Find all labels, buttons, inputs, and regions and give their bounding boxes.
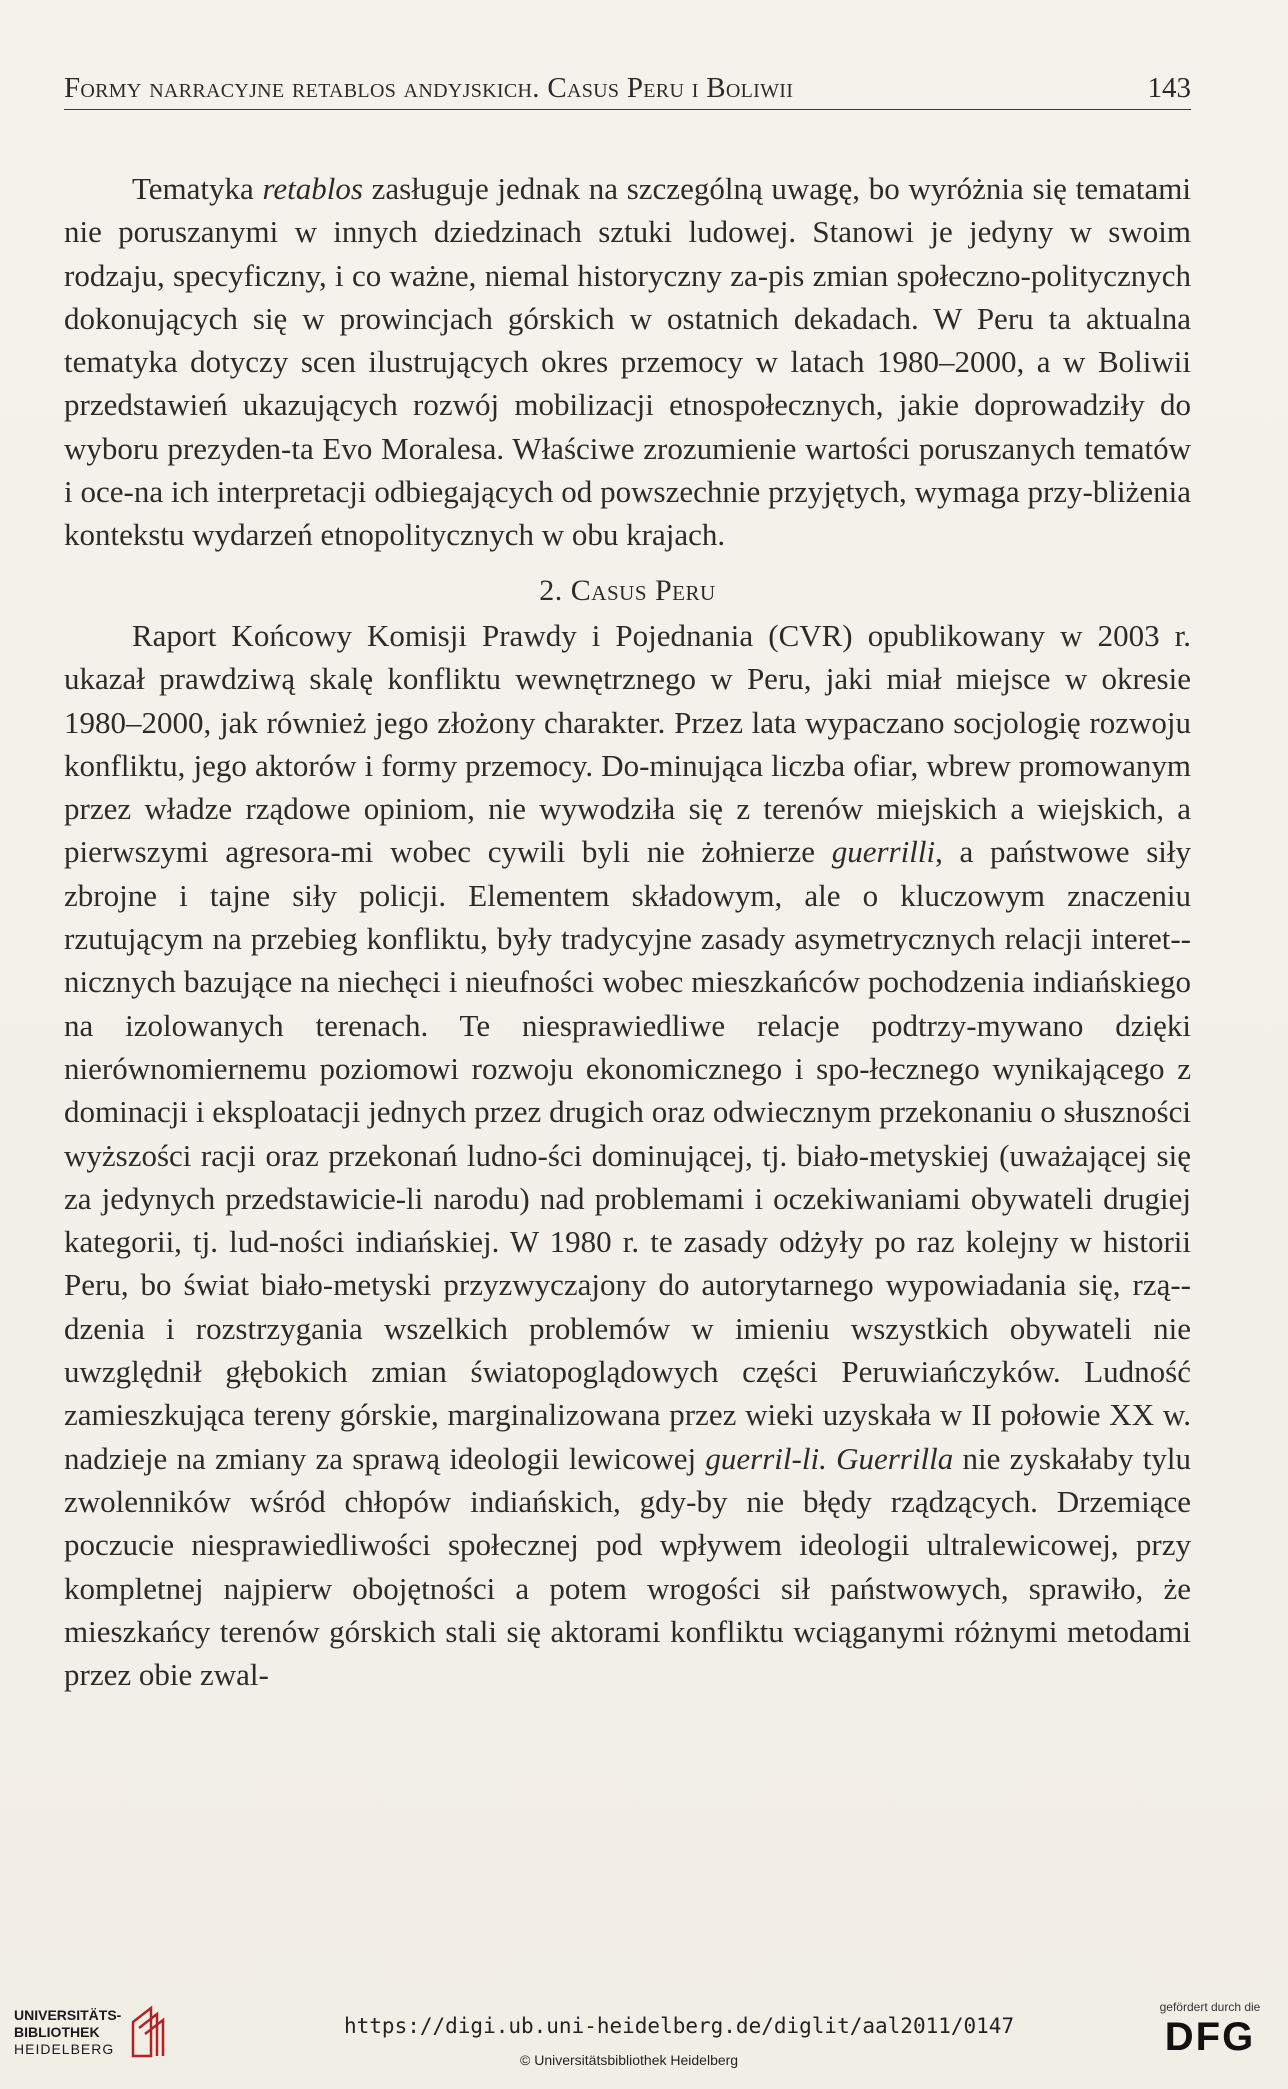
dfg-logo xyxy=(1145,2000,1275,2060)
running-title: Formy narracyjne retablos andyjskich. Casus Peru i Boliwii xyxy=(64,72,794,104)
section-heading: 2. Casus Peru xyxy=(539,573,716,607)
digitization-footer xyxy=(0,1990,1288,2089)
page-number: 143 xyxy=(1147,72,1191,104)
paragraph-intro xyxy=(64,167,1191,557)
library-mark-icon xyxy=(127,2004,167,2060)
library-name-line-2: BIBLIOTHEK xyxy=(14,2023,100,2040)
paragraph-peru-italic-2: guerril-li. Guerrilla xyxy=(705,1440,954,1476)
library-name xyxy=(14,2007,121,2058)
paragraph-peru xyxy=(64,614,1191,1696)
running-header xyxy=(64,72,1191,110)
paragraph-peru-text-3: nie zyskałaby tylu zwolenników wśród chłopów indiańskich, gdy-by nie błędy rządzących. Drzemiące poczucie niesprawiedliwości społecznej pod wpływem ideologii ultralewicowej, przy kompletnej najpierw obojętności a potem wrogości sił państwowych, sprawiło, że mieszkańcy terenów górskich stali się aktorami konfliktu wciąganymi różnymi metodami przez obie zwal- xyxy=(64,1440,1191,1693)
library-logo xyxy=(14,2004,167,2060)
library-name-line-3: HEIDELBERG xyxy=(14,2040,115,2057)
copyright-notice: © Universitätsbibliothek Heidelberg xyxy=(520,2052,739,2068)
paragraph-peru-text-2: , a państwowe siły zbrojne i tajne siły policji. Elementem składowym, ale o kluczowym znaczeniu rzutującym na przebieg konfliktu, były tradycyjne zasady asymetrycznych relacji interet-nicznych bazujące na niechęci i nieufności wobec mieszkańców pochodzenia indiańskiego na izolowanych terenach. Te niesprawiedliwe relacje podtrzy-mywano dzięki nierównomiernemu poziomowi rozwoju ekonomicznego i spo-łecznego wynikającego z dominacji i eksploatacji jednych przez drugich oraz odwiecznym przekonaniu o słuszności wyższości racji oraz przekonań ludno-ści dominującej, tj. biało-metyskiej (uważającej się za jedynych przedstawicie-li narodu) nad problemami i oczekiwaniami obywateli drugiej kategorii, tj. lud-ności indiańskiej. W 1980 r. te zasady odżyły po raz kolejny w historii Peru, bo świat biało-metyski przyzwyczajony do autorytarnego wypowiadania się, rzą-dzenia i rozstrzygania wszelkich problemów w imieniu wszystkich obywateli nie uwzględnił głębokich zmian światopoglądowych części Peruwiańczyków. Ludność zamieszkująca tereny górskie, marginalizowana przez wieki uzyskała w II połowie XX w. nadzieje na zmiany za sprawą ideologii lewicowej xyxy=(64,834,1191,1476)
paragraph-peru-italic-1: guerrilli xyxy=(831,834,936,870)
dfg-caption: gefördert durch die xyxy=(1159,2000,1261,2014)
paragraph-intro-italic: retablos xyxy=(262,171,363,206)
paragraph-intro-text-2: zasługuje jednak na szczególną uwagę, bo wyróżnia się tematami nie poruszanymi w innych dziedzinach sztuki ludowej. Stanowi je jedyny w swoim rodzaju, specyficzny, i co ważne, niemal historyczny za-pis zmian społeczno-politycznych dokonujących się w prowincjach górskich w ostatnich dekadach. W Peru ta aktualna tematyka dotyczy scen ilustrujących okres przemocy w latach 1980–2000, a w Boliwii przedstawień ukazujących rozwój mobilizacji etnospołecznych, jakie doprowadziły do wyboru prezyden-ta Evo Moralesa. Właściwe zrozumienie wartości poruszanych tematów i oce-na ich interpretacji odbiegających od powszechnie przyjętych, wymaga przy-bliżenia kontekstu wydarzeń etnopolitycznych w obu krajach. xyxy=(64,171,1191,553)
paragraph-intro-text-1: Tematyka xyxy=(132,171,263,206)
dfg-wordmark: DFG xyxy=(1164,2015,1256,2059)
paragraph-peru-text-1: Raport Końcowy Komisji Prawdy i Pojednania (CVR) opublikowany w 2003 r. ukazał prawdziwą skalę konfliktu wewnętrznego w Peru, jaki miał miejsce w okresie 1980–2000, jak również jego złożony charakter. Przez lata wypaczano socjologię rozwoju konfliktu, jego aktorów i formy przemocy. Do-minująca liczba ofiar, wbrew promowanym przez władze rządowe opiniom, nie wywodziła się z terenów miejskich a wiejskich, a pierwszymi agresora-mi wobec cywili byli nie żołnierze xyxy=(64,617,1191,870)
body-text xyxy=(64,167,1191,1696)
library-name-line-1: UNIVERSITÄTS- xyxy=(14,2006,122,2023)
permalink-url[interactable]: https://digi.ub.uni-heidelberg.de/diglit/aal2011/0147 xyxy=(344,2014,1015,2038)
